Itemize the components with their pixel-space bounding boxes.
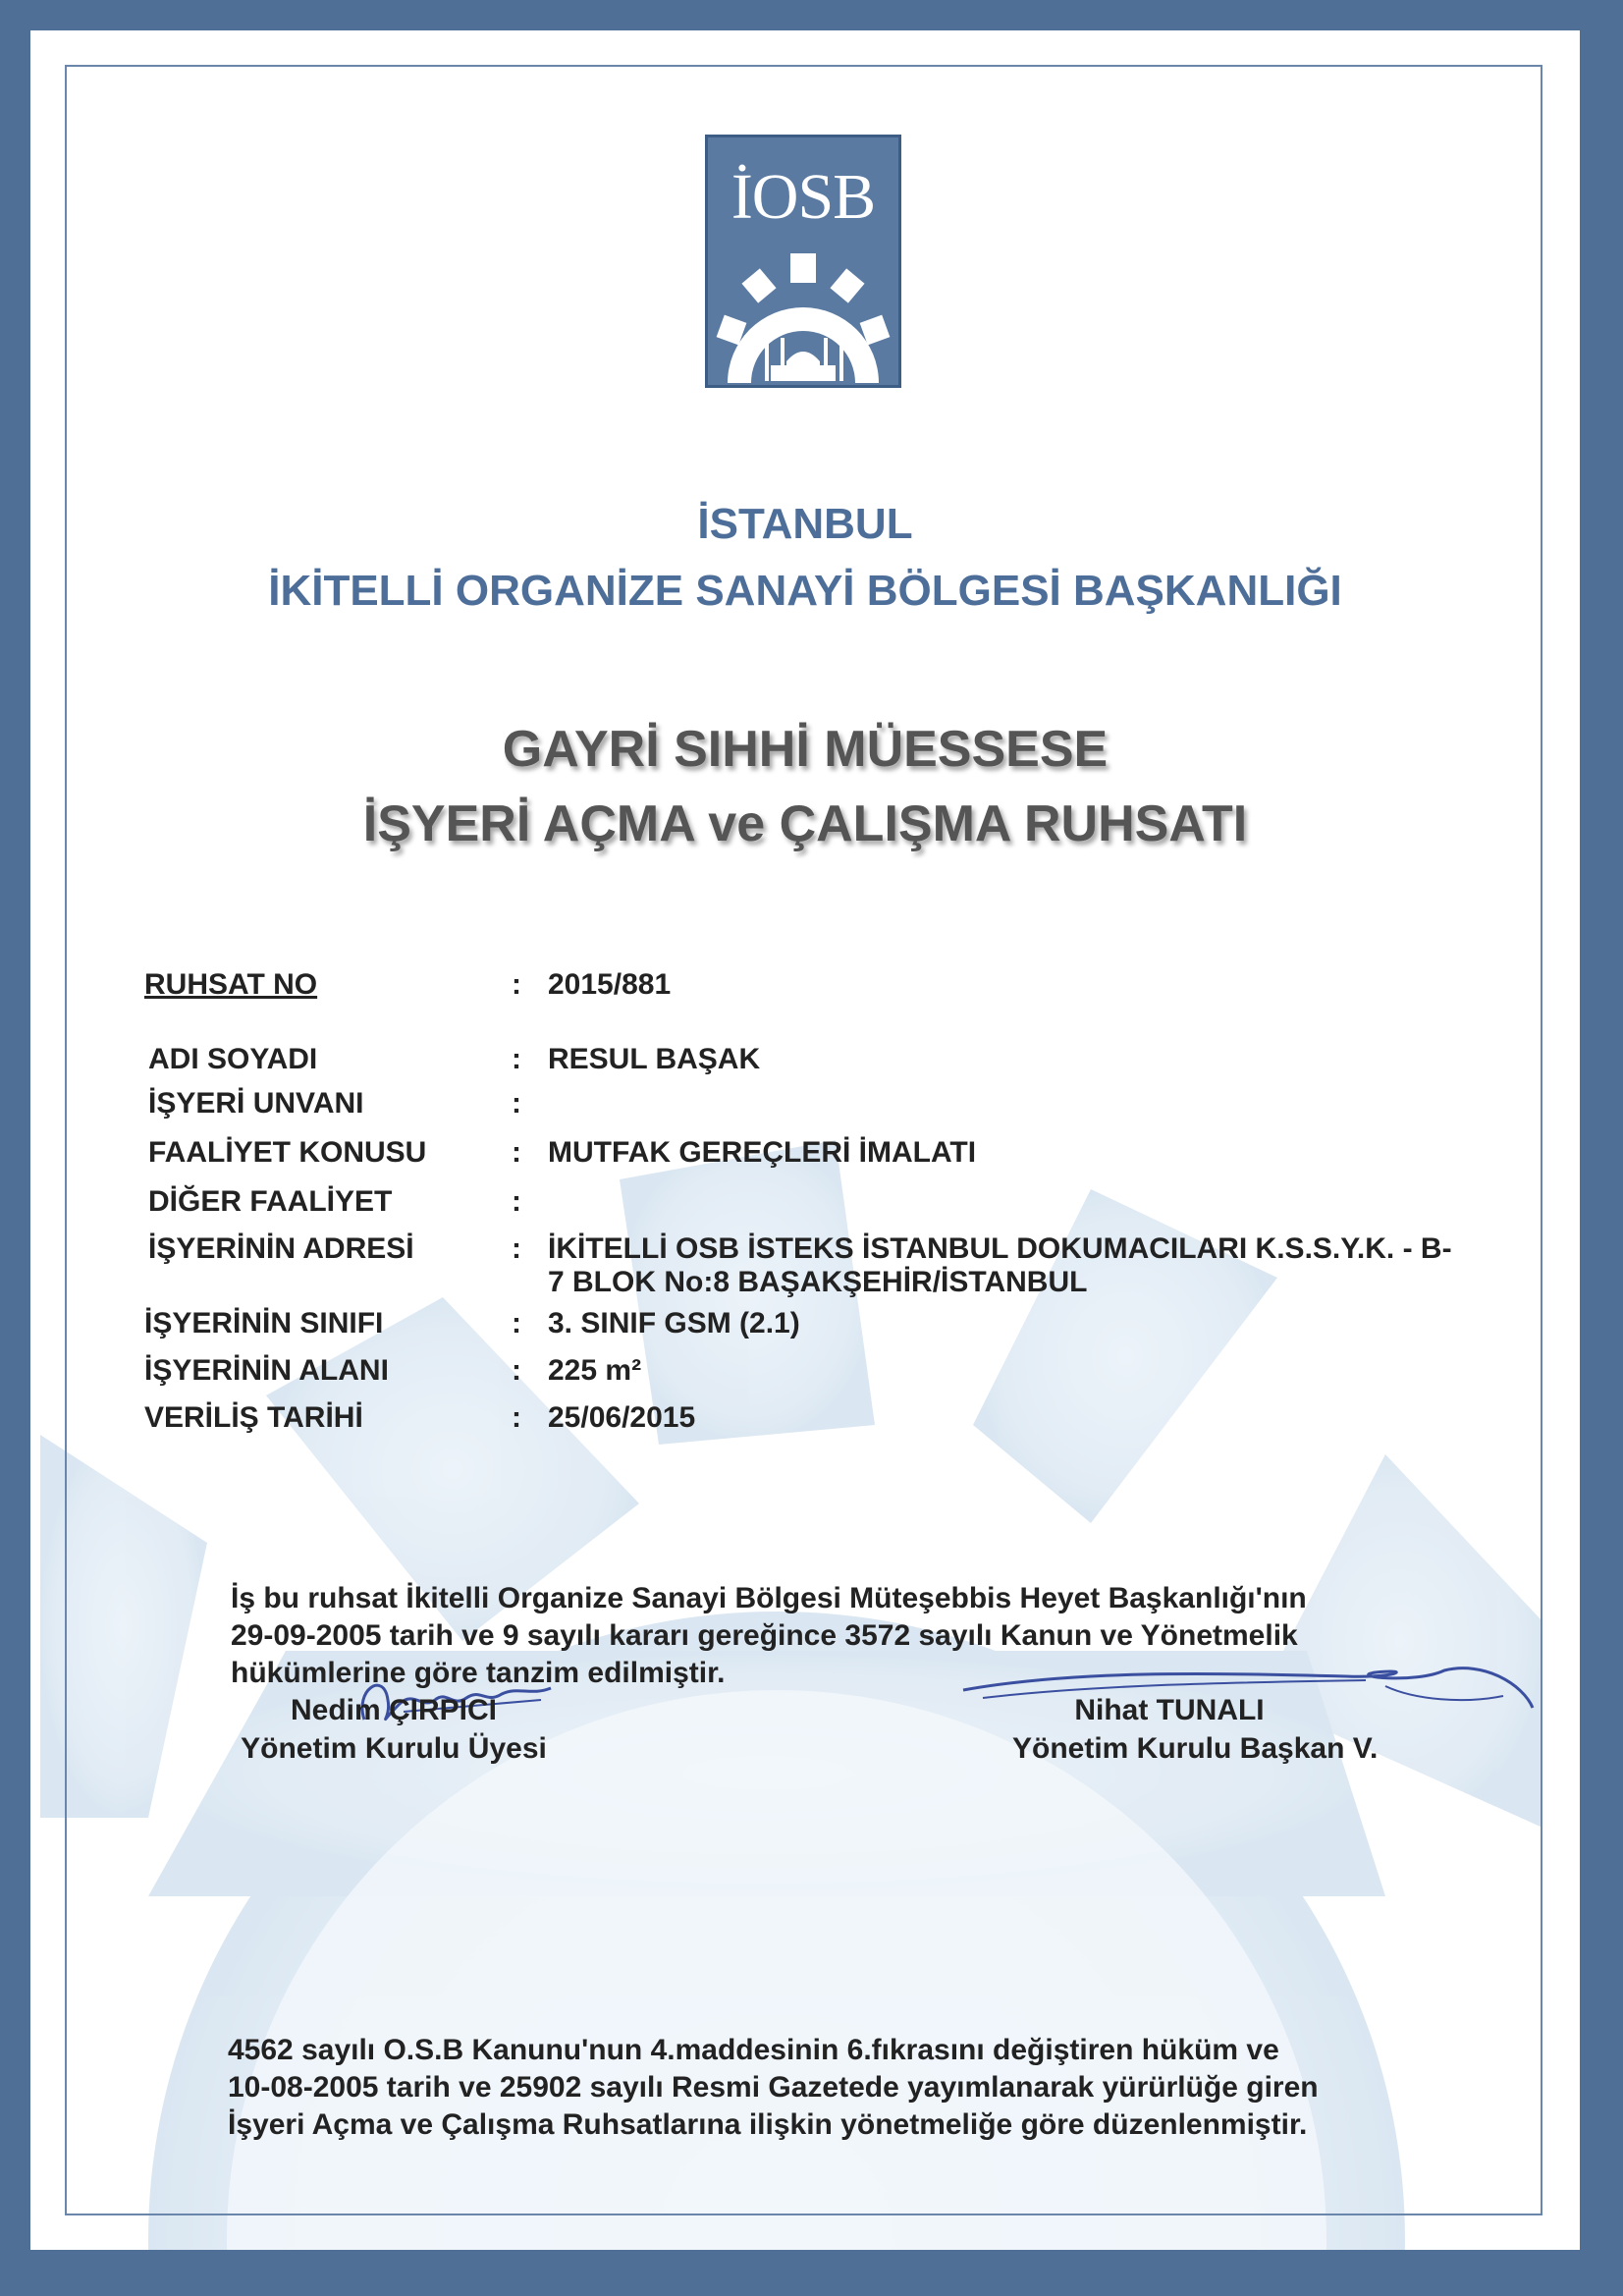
iosb-logo: [705, 135, 901, 388]
field-label: İŞYERİNİN SINIFI: [144, 1307, 384, 1339]
field-colon: :: [512, 1185, 521, 1218]
field-colon: :: [512, 1232, 521, 1265]
title-line-1: GAYRİ SIHHİ MÜESSESE: [502, 721, 1109, 778]
certificate-page: [30, 30, 1580, 2250]
field-value: MUTFAK GEREÇLERİ İMALATI: [548, 1136, 977, 1169]
field-label: DİĞER FAALİYET: [148, 1185, 393, 1218]
field-colon: :: [512, 1136, 521, 1169]
statement-line: 29-09-2005 tarih ve 9 sayılı kararı gereğince 3572 sayılı Kanun ve Yönetmelik: [231, 1619, 1298, 1652]
statement-line: hükümlerine göre tanzim edilmiştir.: [231, 1657, 726, 1689]
footer-line: İşyeri Açma ve Çalışma Ruhsatlarına ilişkin yönetmeliğe göre düzenlenmiştir.: [228, 2108, 1308, 2141]
field-colon: :: [512, 1401, 521, 1434]
footer-line: 10-08-2005 tarih ve 25902 sayılı Resmi Gazetede yayımlanarak yürürlüğe giren: [228, 2071, 1319, 2104]
field-label: İŞYERİ UNVANI: [148, 1087, 364, 1120]
field-colon: :: [512, 1043, 521, 1075]
signatory-1-name: Nedim ÇIRPICI: [290, 1694, 498, 1726]
city-heading: İSTANBUL: [697, 500, 913, 548]
field-value: 3. SINIF GSM (2.1): [548, 1307, 800, 1339]
organization-heading: İKİTELLİ ORGANİZE SANAYİ BÖLGESİ BAŞKANLIĞI: [268, 567, 1342, 615]
field-label: FAALİYET KONUSU: [148, 1136, 427, 1169]
field-value: 25/06/2015: [548, 1401, 696, 1434]
field-label: İŞYERİNİN ALANI: [144, 1354, 389, 1387]
field-value: 2015/881: [548, 968, 672, 1001]
field-label: ADI SOYADI: [148, 1043, 318, 1075]
field-value: İKİTELLİ OSB İSTEKS İSTANBUL DOKUMACILARI K.S.S.Y.K. - B-: [548, 1232, 1452, 1265]
field-label: VERİLİŞ TARİHİ: [144, 1401, 363, 1434]
field-value: 225 m²: [548, 1354, 642, 1387]
title-line-2: İŞYERİ AÇMA ve ÇALIŞMA RUHSATI: [362, 795, 1248, 852]
gear-skyline-icon: [708, 236, 898, 385]
signatory-2-name: Nihat TUNALI: [1074, 1694, 1265, 1726]
signatory-1-role: Yönetim Kurulu Üyesi: [241, 1732, 547, 1765]
field-label: İŞYERİNİN ADRESİ: [148, 1232, 414, 1265]
footer-line: 4562 sayılı O.S.B Kanunu'nun 4.maddesinin 6.fıkrasını değiştiren hüküm ve: [228, 2034, 1279, 2066]
statement-line: İş bu ruhsat İkitelli Organize Sanayi Bölgesi Müteşebbis Heyet Başkanlığı'nın: [231, 1582, 1307, 1614]
logo-text: İOSB: [730, 161, 876, 233]
field-value: RESUL BAŞAK: [548, 1043, 761, 1075]
signatory-2-role: Yönetim Kurulu Başkan V.: [1012, 1732, 1379, 1765]
field-colon: :: [512, 1087, 521, 1120]
field-value-line-2: 7 BLOK No:8 BAŞAKŞEHİR/İSTANBUL: [548, 1266, 1088, 1298]
field-colon: :: [512, 1307, 521, 1339]
footer-paragraph: [228, 2032, 1319, 2144]
field-label: RUHSAT NO: [144, 968, 318, 1001]
field-colon: :: [512, 1354, 521, 1387]
field-colon: :: [512, 968, 521, 1001]
